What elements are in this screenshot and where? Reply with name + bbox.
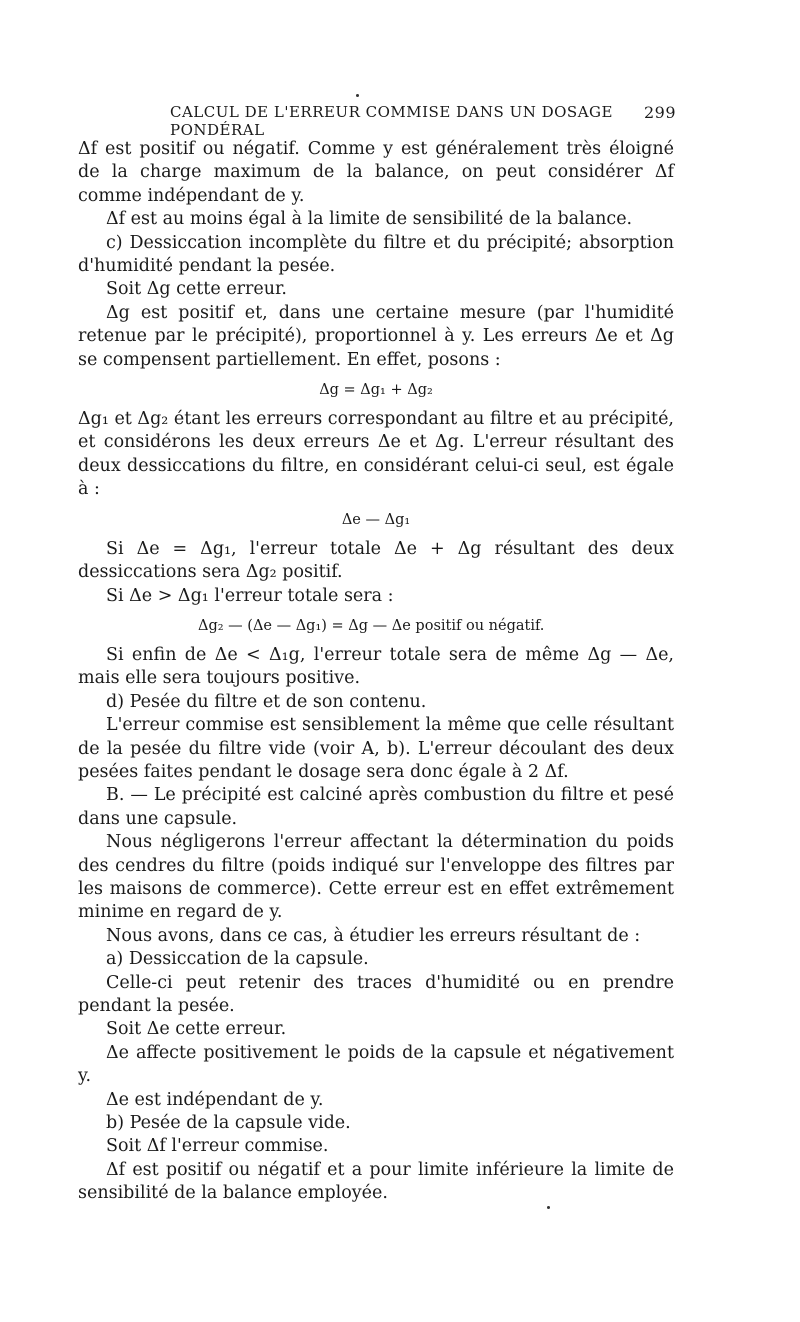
paragraph: Soit Δe cette erreur.: [106, 1019, 287, 1040]
paragraph: L'erreur commise est sensiblement la même que celle résultant de la pesée du filtre vide (voir A, b). L'erreur découlant des deux pesées faites pendant le dosage sera donc égale à 2 Δf.: [78, 715, 674, 782]
paragraph: Soit Δg cette erreur.: [106, 279, 287, 300]
paragraph: Δf est positif ou négatif. Comme y est généralement très éloigné de la charge maximum de la balance, on peut considérer Δf comme indépendant de y.: [78, 139, 674, 206]
running-title: CALCUL DE L'ERREUR COMMISE DANS UN DOSAGE PONDÉRAL: [170, 103, 613, 139]
equation: Δg = Δg₁ + Δg₂: [319, 382, 433, 399]
equation: Δg₂ — (Δe — Δg₁) = Δg — Δe positif ou négatif.: [198, 617, 545, 634]
paragraph: d) Pesée du filtre et de son contenu.: [106, 691, 427, 712]
equation: Δe — Δg₁: [341, 511, 411, 528]
page-number: 299: [643, 103, 676, 122]
paragraph: B. — Le précipité est calciné après combustion du filtre et pesé dans une capsule.: [78, 785, 674, 829]
paragraph: Δf est au moins égal à la limite de sensibilité de la balance.: [106, 209, 633, 230]
paragraph: Δf est positif ou négatif et a pour limite inférieure la limite de sensibilité de la balance employée.: [78, 1159, 674, 1204]
paragraph: Si Δe > Δg₁ l'erreur totale sera :: [106, 585, 394, 606]
paragraph: Nous avons, dans ce cas, à étudier les erreurs résultant de :: [106, 925, 641, 946]
paragraph: Nous négligerons l'erreur affectant la détermination du poids des cendres du filtre (poids indiqué sur l'enveloppe des filtres par les maisons de commerce). Cette erreur est en effet extrêmement minime en regard de y.: [78, 832, 674, 923]
paragraph: Δg₁ et Δg₂ étant les erreurs correspondant au filtre et au précipité, et considérons les deux erreurs Δe et Δg. L'erreur résultant des deux dessiccations du filtre, en considérant celui-ci seul, est égale à :: [78, 409, 674, 500]
paragraph: Δe affecte positivement le poids de la capsule et négativement y.: [78, 1042, 674, 1087]
paragraph: Soit Δf l'erreur commise.: [106, 1136, 329, 1157]
paragraph: b) Pesée de la capsule vide.: [106, 1113, 351, 1134]
paragraph: Δe est indépendant de y.: [106, 1089, 324, 1110]
paragraph: Si Δe = Δg₁, l'erreur totale Δe + Δg résultant des deux dessiccations sera Δg₂ positif.: [78, 538, 674, 583]
paragraph: a) Dessiccation de la capsule.: [106, 949, 369, 970]
ink-speck: [356, 94, 359, 97]
paragraph: Si enfin de Δe < Δ₁g, l'erreur totale sera de même Δg — Δe, mais elle sera toujours positive.: [78, 644, 674, 689]
paragraph: c) Dessiccation incomplète du filtre et du précipité; absorption d'humidité pendant la pesée.: [78, 232, 674, 277]
page-body: [78, 138, 674, 1206]
paragraph: Celle-ci peut retenir des traces d'humidité ou en prendre pendant la pesée.: [78, 972, 674, 1016]
paragraph: Δg est positif et, dans une certaine mesure (par l'humidité retenue par le précipité), proportionnel à y. Les erreurs Δe et Δg se compensent partiellement. En effet, posons :: [78, 302, 674, 370]
ink-speck: [547, 1206, 550, 1209]
